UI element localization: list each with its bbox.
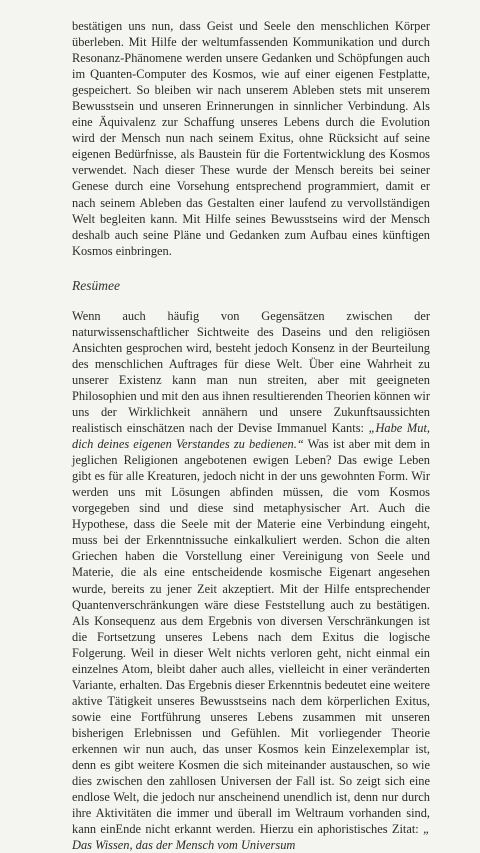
aphorism-quote: „ Das Wissen, das der Mensch vom Universum bbox=[72, 822, 430, 853]
paragraph-resumee bbox=[72, 308, 430, 853]
paragraph-resumee-body: Was ist aber mit dem in jeglichen Religionen angebotenen ewigen Leben? Das ewige Leben gibt es für alle Kreaturen, jedoch nicht in der uns gewohnten Form. Wir werden uns mit Lösungen abfinden müssen, die vom Kosmos vorgegeben sind und diese sind metaphysischer Art. Auch die Hypothese, dass die Seele mit der Materie eine Verbindung eingeht, muss bei der Erkenntnissuche einkalkuliert werden. Schon die alten Griechen haben die Vorstellung einer Vereinigung von Seele und Materie, die als eine entscheidende kosmische Eigenart angesehen wurde, bereits zu jener Zeit akzeptiert. Mit der Hilfe entsprechender Quantenverschränkungen wäre diese Feststellung auch zu bestätigen. Als Konsequenz aus dem Ergebnis von diversen Verschränkungen ist die Fortsetzung unseres Lebens nach dem Exitus die logische Folgerung. Weil in dieser Welt nichts verloren geht, nicht einmal ein einzelnes Atom, bleibt daher auch alles, vielleicht in einer veränderten Variante, erhalten. Das Ergebnis dieser Erkenntnis bedeutet eine weitere aktive Tätigkeit unseres Bewusstseins nach dem körperlichen Exitus, sowie eine Fortführung unseres Lebens zusammen mit unseren bisherigen Erlebnissen und Gefühlen. Mit vorliegender Theorie erkennen wir nun auch, das unser Kosmos kein Einzelexemplar ist, denn es gibt weitere Kosmen die sich miteinander austauschen, so wie dies zwischen den zahllosen Universen der Fall ist. So zeigt sich eine endlose Welt, die jedoch nur anscheinend unendlich ist, denn nur durch ihre Aktivitäten die immer und überall im Weltraum vorhanden sind, kann einEnde nicht erkannt werden. Hierzu ein aphoristisches Zitat: bbox=[72, 437, 430, 837]
section-heading-resumee: Resümee bbox=[72, 277, 120, 293]
paragraph-resumee-lead: Wenn auch häufig von Gegensätzen zwischen der naturwissenschaftlicher Sichtweite des Daseins und den religiösen Ansichten gesprochen wird, besteht jedoch Konsenz in der Beurteilung des menschlichen Auftrages für diese Welt. Über eine Wahrheit zu unserer Existenz kann man nun streiten, aber mit geeigneten Philosophien und mit den aus ihnen resultierenden Theorien können wir uns der Wirklichkeit annähern und unsere Zukunftsaussichten realistisch einschätzen nach der Devise Immanuel Kants: bbox=[72, 308, 430, 436]
paragraph-continued: bestätigen uns nun, dass Geist und Seele den menschlichen Körper überleben. Mit Hilfe der weltumfassenden Kommunikation und durch Resonanz-Phänomene werden unsere Gedanken und Schöpfungen auch im Quanten-Computer des Kosmos, wie auf einer eigenen Festplatte, gespeichert. So bleiben wir nach unserem Ableben stets mit unserem Bewusstsein und unseren Erinnerungen in sinnlicher Verbindung. Als eine Äquivalenz zur Schaffung unseres Lebens durch die Evolution wird der Mensch nun nach seinem Exitus, ohne Rücksicht auf seine eigenen Bedürfnisse, als Baustein für die Fortentwicklung des Kosmos verwendet. Nach dieser These wurde der Mensch bereits bei seiner Genese durch eine Vorsehung entsprechend programmiert, damit er nach seinem Ableben das Gestalten einer laufend zu vervollständigen Welt begleiten kann. Mit Hilfe seines Bewusstseins wird der Mensch deshalb auch seine Pläne und Gedanken zum Aufbau eines künftigen Kosmos einbringen. bbox=[72, 19, 430, 258]
kant-quote: „Habe Mut, dich deines eigenen Verstandes zu bedienen.“ bbox=[72, 421, 430, 452]
